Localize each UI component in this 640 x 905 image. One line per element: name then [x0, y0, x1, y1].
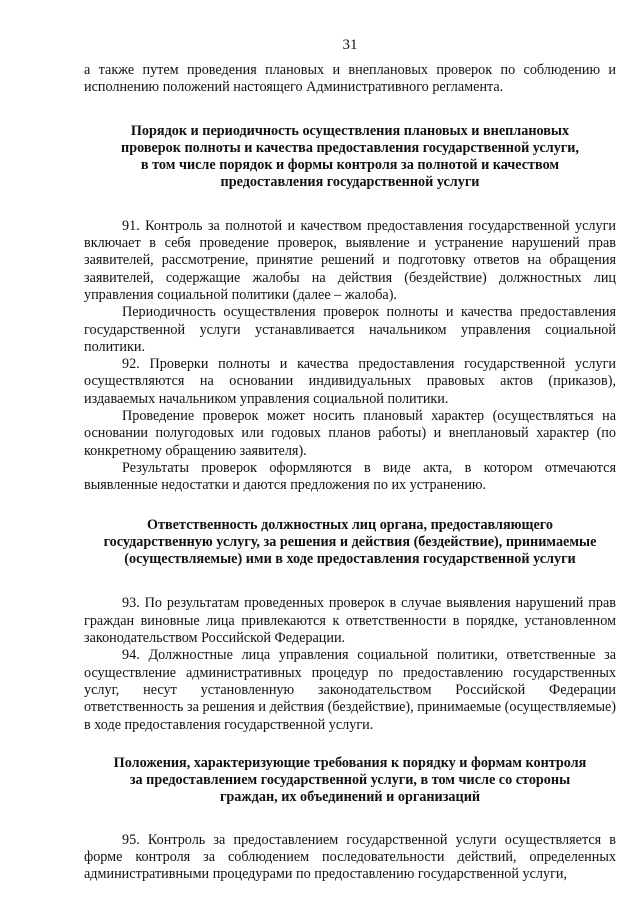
paragraph-95: 95. Контроль за предоставлением государственной услуги осуществляется в форме контроля за соблюдением последовательности действий, определенных административными процедурами по предоставлению государственной услуги, — [84, 831, 616, 883]
intro-paragraph: а также путем проведения плановых и внеплановых проверок по соблюдению и исполнению положений настоящего Административного регламента. — [84, 62, 616, 96]
document-page — [84, 36, 616, 884]
section-heading-responsibility — [84, 517, 616, 569]
paragraph-94: 94. Должностные лица управления социальной политики, ответственные за осуществление административных процедур по предоставлению государственных услуг, несут установленную законодательством Российской Федерации ответственность за решения и действия (бездействие), принимаемые (осуществляемые) в ходе предоставления государственной услуги. — [84, 647, 616, 733]
heading-line: (осуществляемые) ими в ходе предоставления государственной услуги — [124, 551, 576, 568]
heading-line: Положения, характеризующие требования к порядку и формам контроля — [113, 754, 587, 771]
paragraph-93: 93. По результатам проведенных проверок в случае выявления нарушений прав граждан виновные лица привлекаются к ответственности в порядке, установленном законодательством Российской Федерации. — [84, 595, 616, 647]
heading-line: проверок полноты и качества предоставления государственной услуги, — [121, 139, 579, 156]
paragraph-periodicity: Периодичность осуществления проверок полноты и качества предоставления государственной услуги устанавливается начальником управления социальной политики. — [84, 304, 616, 355]
heading-line: Порядок и периодичность осуществления плановых и внеплановых — [130, 122, 570, 139]
heading-line: граждан, их объединений и организаций — [219, 789, 481, 806]
paragraph-inspection-types: Проведение проверок может носить плановый характер (осуществляться на основании полугодовых или годовых планов работы) и внеплановый характер (по конкретному обращению заявителя). — [84, 408, 616, 459]
paragraph-inspection-results: Результаты проверок оформляются в виде акта, в котором отмечаются выявленные недостатки и даются предложения по их устранению. — [84, 459, 616, 494]
page-number: 31 — [342, 37, 358, 53]
heading-line: Ответственность должностных лиц органа, предоставляющего — [147, 516, 553, 533]
heading-line: государственную услугу, за решения и действия (бездействие), принимаемые — [103, 533, 597, 550]
section-heading-control-requirements — [84, 755, 616, 807]
heading-line: в том числе порядок и формы контроля за полнотой и качеством — [140, 157, 560, 174]
paragraph-91: 91. Контроль за полнотой и качеством предоставления государственной услуги включает в себя проведение проверок, выявление и устранение нарушений прав заявителей, рассмотрение, принятие решений и подготовку ответов на обращения заявителей, содержащие жалобы на действия (бездействие) должностных лиц управления социальной политики (далее – жалоба). — [84, 217, 616, 303]
section-heading-control-procedure — [84, 123, 616, 192]
heading-line: предоставления государственной услуги — [220, 174, 480, 191]
heading-line: за предоставлением государственной услуги, в том числе со стороны — [129, 772, 571, 789]
paragraph-92: 92. Проверки полноты и качества предоставления государственной услуги осуществляются на основании индивидуальных правовых актов (приказов), издаваемых начальником управления социальной политики. — [84, 356, 616, 407]
